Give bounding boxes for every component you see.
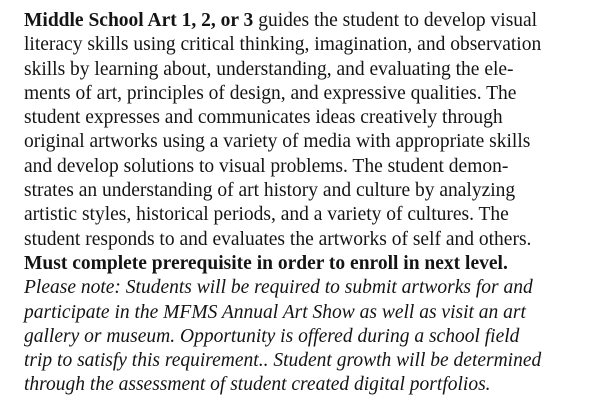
description-line: student responds to and evaluates the artworks of self and others. [24, 228, 532, 250]
art-show-note [24, 276, 584, 397]
note-line: through the assessment of student created digital portfolios. [24, 374, 491, 396]
note-line: Please note: Students will be required to submit artworks for and [24, 277, 533, 299]
description-line: ments of art, principles of design, and expressive qualities. The [24, 82, 517, 104]
note-line: gallery or museum. Opportunity is offered during a school field [24, 325, 520, 347]
course-document [24, 9, 584, 398]
prerequisite-notice: Must complete prerequisite in order to enroll in next level. [24, 252, 508, 274]
description-line: literacy skills using critical thinking, imagination, and observation [24, 34, 542, 56]
note-line: trip to satisfy this requirement.. Student growth will be determined [24, 350, 542, 372]
course-description [24, 9, 584, 252]
description-line [24, 9, 584, 33]
description-line: student expresses and communicates ideas creatively through [24, 107, 503, 129]
description-line: strates an understanding of art history and culture by analyzing [24, 180, 516, 202]
course-title: Middle School Art 1, 2, or 3 [24, 10, 254, 31]
description-line: original artworks using a variety of media with appropriate skills [24, 131, 531, 153]
description-line: skills by learning about, understanding, and evaluating the ele- [24, 58, 514, 80]
description-line: and develop solutions to visual problems. The student demon- [24, 155, 509, 177]
description-line: artistic styles, historical periods, and a variety of cultures. The [24, 204, 509, 226]
note-line: participate in the MFMS Annual Art Show as well as visit an art [24, 301, 526, 323]
description-text: guides the student to develop visual [253, 10, 538, 31]
